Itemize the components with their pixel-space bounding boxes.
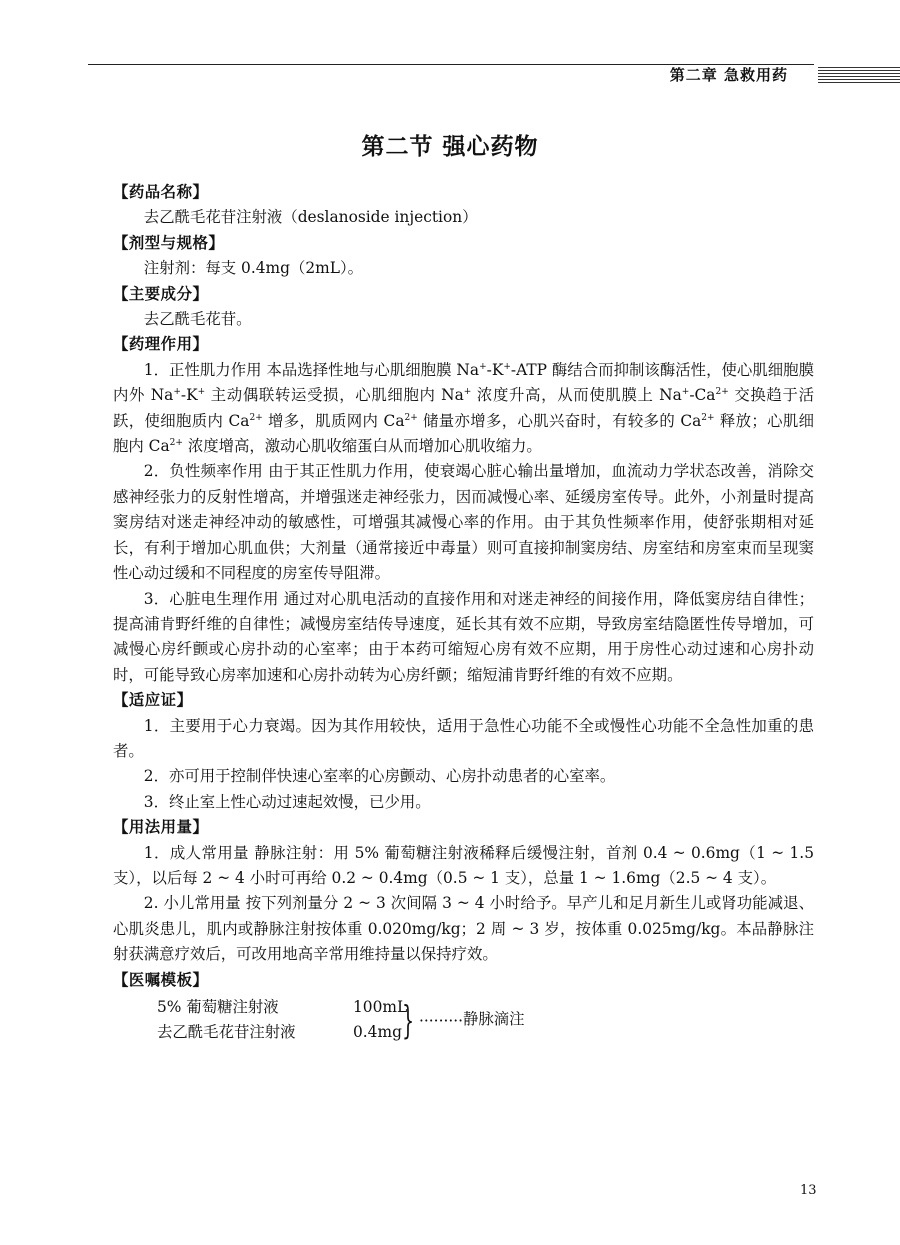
drug-name-text: 去乙酰毛花苷注射液（deslanoside injection） — [143, 208, 478, 227]
heading-indications: 【适应证】 — [113, 691, 193, 710]
indication-item-1: 1．主要用于心力衰竭。因为其作用较快，适用于急性心功能不全或慢性心功能不全急性加重的患者。 — [113, 716, 814, 760]
prescription-drug-name: 去乙酰毛花苷注射液 — [157, 1023, 296, 1041]
pharmacology-paragraph-2: 2．负性频率作用 由于其正性肌力作用，使衰竭心脏心输出量增加，血流动力学状态改善，消除交感神经张力的反射性增高，并增强迷走神经张力，因而减慢心率、延缓房室传导。此外，小剂量时提高窦房结对迷走神经冲动的敏感性，可增强其减慢心率的作用。由于其负性频率作用，使舒张期相对延长，有利于增加心肌血供；大剂量（通常接近中毒量）则可直接抑制窦房结、房室结和房室束而呈现窦性心动过缓和不同程度的房室传导阻滞。 — [113, 462, 814, 583]
heading-prescription: 【医嘱模板】 — [113, 970, 209, 989]
document-body — [113, 180, 814, 1047]
heading-ingredient: 【主要成分】 — [113, 284, 209, 303]
header-decoration — [818, 67, 900, 85]
pharmacology-paragraph-3: 3．心脏电生理作用 通过对心肌电活动的直接作用和对迷走神经的间接作用，降低窦房结自律性；提高浦肯野纤维的自律性；减慢房室结传导速度，延长其有效不应期，导致房室结隐匿性传导增加，可减慢心房纤颤或心房扑动的心室率；由于本药可缩短心房有效不应期，用于房性心动过速和心房扑动时，可能导致心房率加速和心房扑动转为心房纤颤；缩短浦肯野纤维的有效不应期。 — [113, 589, 814, 684]
running-head: 第二章 急救用药 — [669, 66, 788, 84]
prescription-route: 静脉滴注 — [463, 1010, 525, 1028]
heading-pharmacology: 【药理作用】 — [113, 335, 209, 354]
section-title: 第二节 强心药物 — [361, 134, 539, 160]
indication-item-2: 2．亦可用于控制伴快速心室率的心房颤动、心房扑动患者的心室率。 — [143, 767, 616, 786]
prescription-dots: ········· — [419, 1012, 464, 1030]
prescription-row — [157, 995, 407, 1020]
prescription-row — [157, 1020, 402, 1045]
dosage-item-1: 1．成人常用量 静脉注射：用 5% 葡萄糖注射液稀释后缓慢注射，首剂 0.4 ~ 0.6mg（1 ~ 1.5 支），以后每 2 ~ 4 小时可再给 0.2 ~ 0.4mg（0.5 ~ 1 支），总量 1 ~ 1.6mg（2.5 ~ 4 支）。 — [113, 843, 814, 887]
heading-dosage-form: 【剂型与规格】 — [113, 233, 225, 252]
prescription-amount: 0.4mg — [353, 1023, 402, 1041]
prescription-template — [113, 995, 814, 1047]
heading-dosage: 【用法用量】 — [113, 818, 209, 837]
prescription-brace: } — [402, 998, 415, 1042]
prescription-amount: 100mL — [353, 998, 408, 1016]
dosage-item-2: 2. 小儿常用量 按下列剂量分 2 ~ 3 次间隔 3 ~ 4 小时给予。早产儿和足月新生儿或肾功能减退、心肌炎患儿，肌内或静脉注射按体重 0.020mg/kg；2 周 ~ 3 岁，按体重 0.025mg/kg。本品静脉注射获满意疗效后，可改用地高辛常用维持量以保持疗效。 — [113, 894, 814, 964]
prescription-drug-name: 5% 葡萄糖注射液 — [157, 998, 279, 1016]
page-number: 13 — [800, 1183, 817, 1198]
ingredient-text: 去乙酰毛花苷。 — [143, 310, 252, 329]
pharmacology-paragraph-1: 1．正性肌力作用 本品选择性地与心肌细胞膜 Na+-K+-ATP 酶结合而抑制该酶活性，使心肌细胞膜内外 Na+-K+ 主动偶联转运受损，心肌细胞内 Na+ 浓度升高，从而使肌膜上 $Na^+-Ca^{2+}$ 交换趋于活跃，使细胞质内 $Ca^{2+}$ 增多，肌质网内 $Ca^{2+}$ 储量亦增多，心肌兴奋时，有较多的 $Ca^{2+}$ 释放；心肌细胞内 $Ca^{2+}$ 浓度增高，激动心肌收缩蛋白从而增加心肌收缩力。 — [113, 360, 814, 456]
indication-item-3: 3．终止室上性心动过速起效慢，已少用。 — [143, 792, 431, 811]
dosage-form-text: 注射剂：每支 0.4mg（2mL）。 — [143, 259, 364, 278]
heading-drug-name: 【药品名称】 — [113, 183, 209, 201]
